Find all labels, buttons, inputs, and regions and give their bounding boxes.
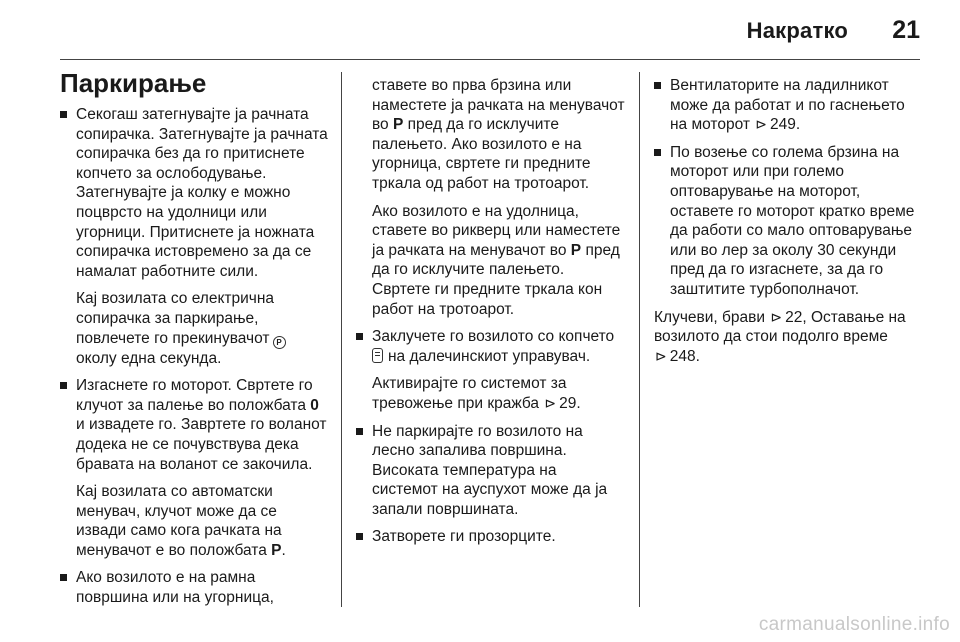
page-reference[interactable]: 249.: [770, 116, 801, 134]
reference-arrow-icon: ⊳: [655, 347, 667, 364]
text: Активирајте го системот за тревожење при кражба: [372, 375, 567, 412]
bullet-icon: [356, 533, 363, 540]
parking-brake-icon: P: [273, 336, 286, 349]
list-item: [356, 327, 626, 413]
paragraph: [670, 76, 924, 135]
text: Заклучете го возилото со копчето: [372, 328, 615, 346]
paragraph: Ако возилото е на рамна површина или на угорница,: [76, 569, 274, 607]
bullet-icon: [356, 333, 363, 340]
paragraph: По возење со голема брзина на моторот или при големо оптоварување на моторот, оставете го моторот кратко време да работи со мало оптоварување или во лер за околу 30 секунди пред да го изгаснете, за да го заштитите турбополначот.: [670, 143, 915, 298]
position-label: P: [393, 116, 404, 134]
section-title-header: Накратко: [746, 18, 848, 43]
bullet-icon: [654, 149, 661, 156]
list-item: [356, 422, 626, 520]
text: на далечинскиот управувач.: [388, 347, 591, 365]
position-label: P: [570, 241, 582, 259]
remote-lock-icon: [372, 348, 383, 363]
column-2: [356, 76, 626, 555]
page-title: Паркирање: [60, 68, 207, 98]
bullet-icon: [60, 111, 67, 118]
page-reference[interactable]: 248.: [669, 347, 700, 365]
column-1: [60, 68, 330, 616]
position-label: P: [271, 541, 282, 559]
watermark: carmanualsonline.info: [758, 614, 950, 635]
list-item: [654, 76, 924, 135]
reference-arrow-icon: ⊳: [755, 116, 768, 133]
text: Ако возилото е на удолница, ставете во рикверц или наместете ја рачката на менувачот во: [372, 202, 621, 259]
reference-arrow-icon: ⊳: [770, 308, 783, 325]
bullet-icon: [60, 574, 67, 581]
paragraph: Не паркирајте го возилото на лесно запалива површина. Високата температура на системот на ауспухот може да ја запали површината.: [372, 422, 608, 518]
paragraph: [76, 482, 330, 560]
paragraph: [372, 202, 626, 320]
page-reference[interactable]: 29.: [559, 394, 581, 412]
text: околу една секунда.: [76, 349, 222, 367]
list-item: [60, 105, 330, 368]
bullet-icon: [356, 428, 363, 435]
list-item: [356, 527, 626, 547]
paragraph: Затворете ги прозорците.: [372, 528, 556, 546]
paragraph: [372, 374, 626, 413]
text: и извадете го. Завртете го воланот додека не се почувствува дека бравата на воланот се закочила.: [76, 416, 327, 473]
page-number: 21: [892, 16, 920, 44]
text: Изгаснете го моторот. Свртете го клучот за палење во положбата: [76, 377, 313, 414]
paragraph: [76, 376, 330, 474]
bullet-icon: [654, 82, 661, 89]
header-divider: [60, 59, 920, 60]
position-label: 0: [310, 396, 319, 414]
bullet-icon: [60, 382, 67, 389]
paragraph: [372, 327, 626, 366]
list-item: [60, 568, 330, 607]
paragraph: [372, 76, 626, 194]
column-divider: [341, 72, 342, 607]
text: Кај возилата со електрична сопирачка за паркирање, повлечете го прекинувачот: [76, 290, 275, 347]
paragraph: [654, 308, 924, 367]
column-3: [654, 76, 924, 374]
reference-arrow-icon: ⊳: [544, 394, 557, 411]
text: .: [281, 541, 286, 559]
text: ставете во прва брзина или наместете ја рачката на менувачот во: [372, 77, 625, 134]
list-item: [654, 143, 924, 300]
text: пред да го исклучите палењето. Свртете ги предните тркала кон работ на тротоарот.: [372, 241, 620, 318]
paragraph: Секогаш затегнувајте ја рачната сопирачка. Затегнувајте ја рачната сопирачка без да го притиснете копчето за ослободување. Затегнувајте ја колку е можно поцврсто на удолници или угорници. Притиснете ја ножната сопирачка истовремено за да се намалат работните сили.: [76, 106, 328, 280]
list-item: [60, 376, 330, 560]
text: пред да го исклучите палењето. Ако возилото е на угорница, свртете ги предните тркала од работ на тротоарот.: [372, 116, 591, 192]
text: Клучеви, брави: [654, 308, 766, 326]
text: Кај возилата со автоматски менувач, клучот може да се извади само кога рачката на менувачот е во положбата: [76, 483, 282, 559]
page-header: [0, 0, 960, 60]
paragraph: [76, 289, 330, 368]
page-reference[interactable]: 22, Оставање на возилото да стои подолго време: [654, 308, 906, 346]
text: Вентилаторите на ладилникот може да работат и по гаснењето на моторот: [670, 77, 905, 134]
column-divider: [639, 72, 640, 607]
